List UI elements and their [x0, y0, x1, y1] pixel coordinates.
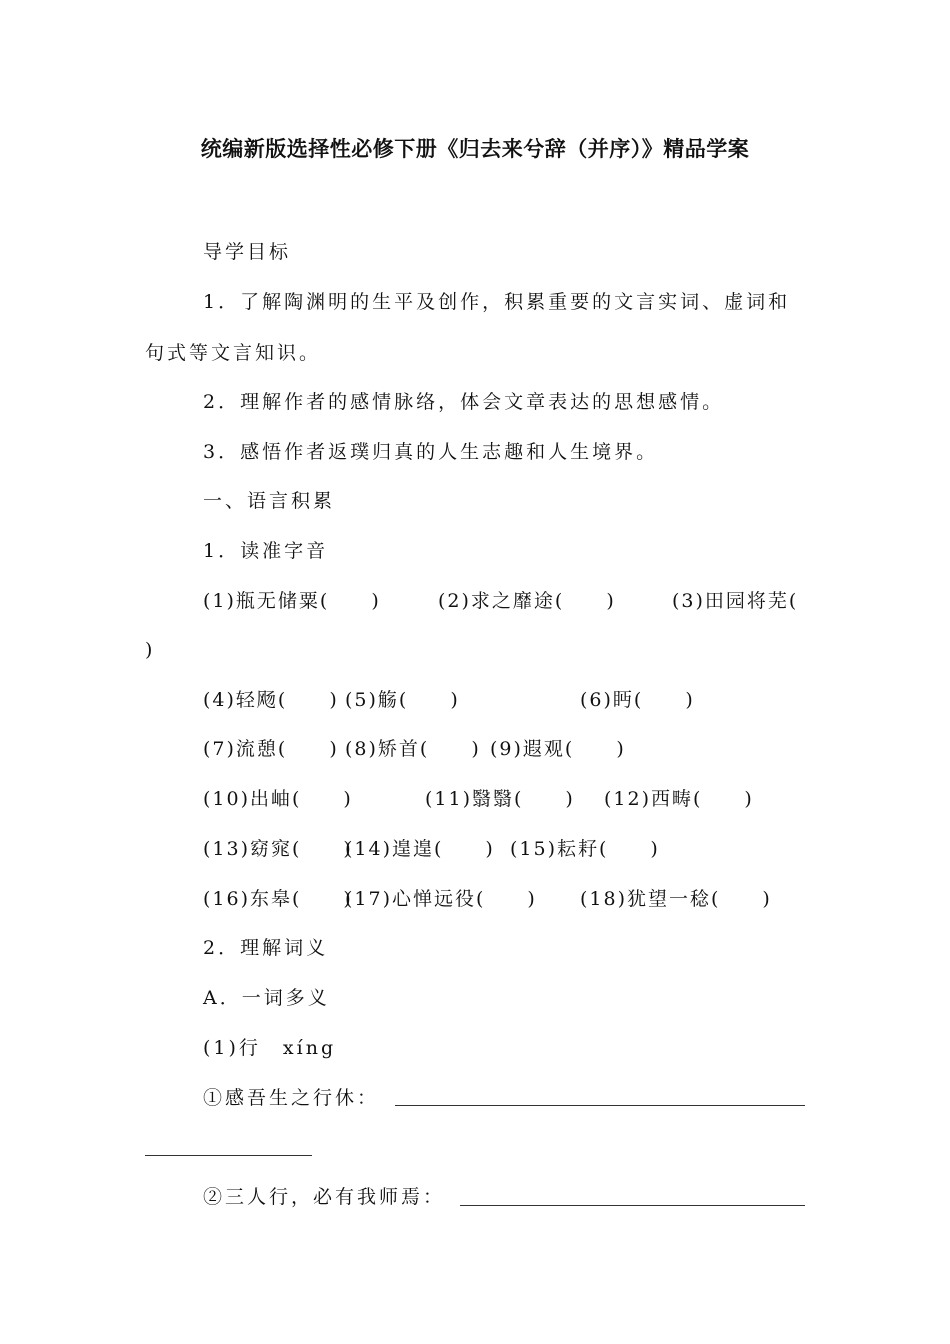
- pron-item-15: (15)耘耔( ): [510, 838, 660, 860]
- objective-2: 2．理解作者的感情脉络，体会文章表达的思想感情。: [203, 391, 725, 413]
- pron-item-2: (2)求之靡途( ): [438, 590, 616, 612]
- answer-blank-1-cont[interactable]: [145, 1155, 312, 1156]
- objective-3: 3．感悟作者返璞归真的人生志趣和人生境界。: [203, 441, 659, 463]
- pron-item-8: (8)矫首( ): [345, 738, 481, 760]
- pron-item-18: (18)犹望一稔( ): [580, 888, 772, 910]
- objectives-heading: 导学目标: [203, 241, 292, 263]
- question-1-label: ①感吾生之行休：: [203, 1087, 380, 1109]
- pron-item-12: (12)西畴( ): [604, 788, 754, 810]
- section-1-heading: 一、语言积累: [203, 490, 336, 512]
- pron-item-10: (10)出岫( ): [203, 788, 353, 810]
- answer-blank-1[interactable]: [395, 1105, 805, 1106]
- vocabulary-heading: 2．理解词义: [203, 937, 329, 959]
- pron-item-1: (1)瓶无储粟( ): [203, 590, 381, 612]
- answer-blank-2[interactable]: [460, 1205, 805, 1206]
- objective-1-line-b: 句式等文言知识。: [145, 342, 322, 364]
- pron-item-4: (4)轻飏( ): [203, 689, 339, 711]
- word-1-xing: (1)行 xíng: [203, 1037, 337, 1059]
- pron-item-16: (16)东皋( ): [203, 888, 353, 910]
- pron-item-3: (3)田园将芜(: [672, 590, 799, 612]
- pron-item-17: (17)心惮远役( ): [345, 888, 537, 910]
- pron-item-13: (13)窈窕( ): [203, 838, 353, 860]
- document-title: 统编新版选择性必修下册《归去来兮辞（并序）》精品学案: [200, 137, 750, 161]
- pron-item-7: (7)流憩( ): [203, 738, 339, 760]
- pronunciation-heading: 1．读准字音: [203, 540, 329, 562]
- pron-item-6: (6)眄( ): [580, 689, 695, 711]
- pron-item-9: (9)遐观( ): [490, 738, 626, 760]
- pron-item-3-cont: ): [145, 639, 155, 661]
- objective-1-line-a: 1．了解陶渊明的生平及创作，积累重要的文言实词、虚词和: [203, 291, 791, 313]
- polysemy-heading: A．一词多义: [203, 987, 330, 1009]
- pron-item-14: (14)遑遑( ): [345, 838, 495, 860]
- question-2-label: ②三人行，必有我师焉：: [203, 1186, 446, 1208]
- pron-item-5: (5)觞( ): [345, 689, 460, 711]
- pron-item-11: (11)翳翳( ): [425, 788, 575, 810]
